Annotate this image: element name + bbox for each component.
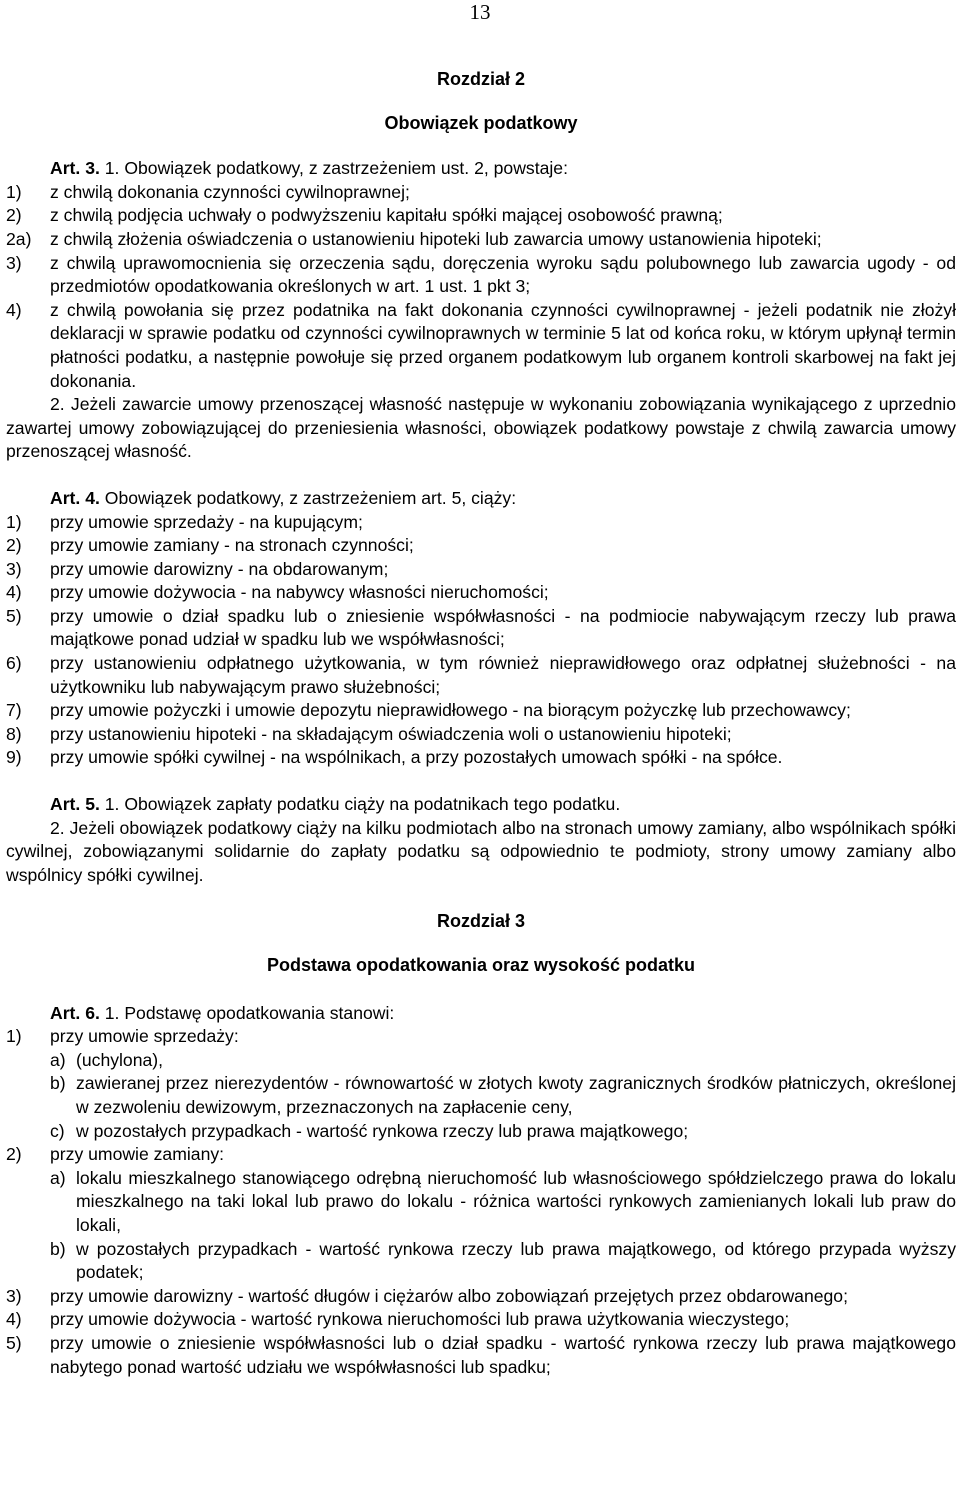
list-item <box>6 1025 956 1049</box>
item-text: przy umowie darowizny - wartość długów i ciężarów albo zobowiązań przejętych przez obdarowanego; <box>50 1285 848 1306</box>
item-text: przy umowie dożywocia - wartość rynkowa nieruchomości lub prawa użytkowania wieczystego; <box>50 1309 790 1330</box>
item-text: z chwilą powołania się przez podatnika na fakt dokonania czynności cywilnoprawnej - jeżeli podatnik nie złożył deklaracji w sprawie podatku od czynności cywilnoprawnych w terminie 5 lat od końca roku, w którym upłynął termin płatności podatku, a następnie powołuje się przed organem podatkowym lub organem kontroli skarbowej na fakt jej dokonania. <box>50 299 956 391</box>
art-3-intro <box>6 157 956 181</box>
art-4-label: Art. 4. <box>50 487 100 508</box>
sub-item <box>6 1120 956 1144</box>
sub-item-letter: a) <box>50 1167 66 1188</box>
sub-item <box>6 1167 956 1238</box>
sub-item <box>6 1238 956 1285</box>
item-number: 3) <box>6 1285 22 1306</box>
item-number: 2) <box>6 1144 22 1165</box>
item-number: 4) <box>6 299 22 320</box>
item-number: 2) <box>6 535 22 556</box>
art-3-label: Art. 3. <box>50 158 100 179</box>
art-5-paragraph-2: 2. Jeżeli obowiązek podatkowy ciąży na kilku podmiotach albo na stronach umowy zamiany, albo wspólnikach spółki cywilnej, zobowiązanymi solidarnie do zapłaty podatku są odpowiednio te podmioty, strony umowy zamiany albo wspólnicy spółki cywilnej. <box>6 817 956 885</box>
item-number: 5) <box>6 605 22 626</box>
item-text: przy umowie pożyczki i umowie depozytu nieprawidłowego - na biorącym pożyczkę lub przechowawcy; <box>50 700 851 721</box>
list-item <box>6 252 956 299</box>
art-5-paragraph-1 <box>6 793 956 817</box>
art-3-list <box>6 181 956 393</box>
item-number: 8) <box>6 723 22 744</box>
list-item <box>6 723 956 747</box>
sub-item-text: lokalu mieszkalnego stanowiącego odrębną nieruchomość lub własnościowego spółdzielczego prawa do lokalu mieszkalnego na taki lokal lub prawo do lokalu - różnica wartości rynkowych zamienianych lokali lub praw do lokali, <box>76 1167 956 1235</box>
list-item <box>6 1308 956 1332</box>
item-text: przy umowie sprzedaży - na kupującym; <box>50 511 363 532</box>
page-number: 13 <box>469 0 491 24</box>
spacer <box>6 887 956 910</box>
art-4-list <box>6 511 956 771</box>
list-item <box>6 1332 956 1379</box>
item-text: z chwilą złożenia oświadczenia o ustanowieniu hipoteki lub zawarcia umowy ustanowienia hipoteki; <box>50 228 822 249</box>
item-number: 6) <box>6 653 22 674</box>
document-body <box>6 64 956 1379</box>
list-item <box>6 1143 956 1167</box>
spacer <box>6 770 956 793</box>
art-4-intro <box>6 487 956 511</box>
item-number: 5) <box>6 1332 22 1353</box>
art-6-intro-text: 1. Podstawę opodatkowania stanowi: <box>104 1002 395 1023</box>
list-item <box>6 652 956 699</box>
sub-item-letter: b) <box>50 1073 66 1094</box>
item-text: przy umowie zamiany - na stronach czynności; <box>50 535 414 556</box>
art-5-label: Art. 5. <box>50 794 100 815</box>
item-text: przy umowie o zniesienie współwłasności lub o dział spadku - wartość rynkowa rzeczy lub prawa majątkowego nabytego ponad wartość udziału we współwłasności lub spadku; <box>50 1332 956 1377</box>
chapter-2-subtitle: Obowiązek podatkowy <box>384 112 578 133</box>
art-6-intro <box>6 1002 956 1026</box>
art-6-label: Art. 6. <box>50 1002 100 1023</box>
list-item <box>6 1285 956 1309</box>
list-item <box>6 228 956 252</box>
sub-item-text: w pozostałych przypadkach - wartość rynkowa rzeczy lub prawa majątkowego; <box>76 1120 689 1141</box>
item-text: z chwilą podjęcia uchwały o podwyższeniu kapitału spółki mającej osobowość prawną; <box>50 205 723 226</box>
art-5-p1-text: 1. Obowiązek zapłaty podatku ciąży na podatnikach tego podatku. <box>104 794 621 815</box>
item-text: przy ustanowieniu odpłatnego użytkowania, w tym również nieprawidłowego oraz odpłatnej służebności - na użytkowniku lub nabywającym prawo służebności; <box>50 653 956 697</box>
sub-item-text: zawieranej przez nierezydentów - równowartość w złotych kwoty zagranicznych środków płatniczych, określonej w zezwoleniu dewizowym, przeznaczonych na zapłacenie ceny, <box>76 1073 956 1117</box>
item-text: przy umowie darowizny - na obdarowanym; <box>50 558 389 579</box>
item-number: 4) <box>6 1309 22 1330</box>
list-item <box>6 746 956 770</box>
sub-item <box>6 1072 956 1119</box>
sub-item-text: w pozostałych przypadkach - wartość rynkowa rzeczy lub prawa majątkowego, od którego przypada wyższy podatek; <box>76 1238 956 1283</box>
item-number: 2) <box>6 205 22 226</box>
item-number: 1) <box>6 1026 22 1047</box>
list-item <box>6 558 956 582</box>
item-number: 1) <box>6 181 22 202</box>
list-item <box>6 699 956 723</box>
item-number: 3) <box>6 252 22 273</box>
list-item <box>6 534 956 558</box>
art-3-intro-text: 1. Obowiązek podatkowy, z zastrzeżeniem ust. 2, powstaje: <box>104 158 568 179</box>
sub-item-letter: b) <box>50 1238 66 1259</box>
list-item <box>6 204 956 228</box>
item-number: 7) <box>6 700 22 721</box>
art-6-list <box>6 1025 956 1379</box>
chapter-2-title: Rozdział 2 <box>436 69 525 89</box>
chapter-3-title: Rozdział 3 <box>436 911 525 932</box>
item-number: 3) <box>6 558 22 579</box>
sub-item <box>6 1049 956 1073</box>
chapter-3-subtitle: Podstawa opodatkowania oraz wysokość podatku <box>266 955 696 975</box>
spacer <box>6 464 956 487</box>
list-item <box>6 605 956 652</box>
sub-item-text: (uchylona), <box>76 1049 164 1070</box>
list-item <box>6 511 956 535</box>
item-text: przy umowie o dział spadku lub o zniesienie współwłasności - na podmiocie nabywającym rzeczy lub prawa majątkowe ponad udział w spadku lub we współwłasności; <box>50 605 956 650</box>
item-number: 9) <box>6 747 22 768</box>
sub-item-letter: a) <box>50 1049 66 1070</box>
item-text: przy umowie dożywocia - na nabywcy własności nieruchomości; <box>50 582 549 603</box>
item-number: 1) <box>6 511 22 532</box>
item-text: z chwilą dokonania czynności cywilnoprawnej; <box>50 181 410 202</box>
item-number: 4) <box>6 582 22 603</box>
item-text: przy umowie sprzedaży: <box>50 1026 239 1047</box>
list-item <box>6 581 956 605</box>
item-text: przy umowie spółki cywilnej - na wspólnikach, a przy pozostałych umowach spółki - na spółce. <box>50 747 783 768</box>
item-text: z chwilą uprawomocnienia się orzeczenia sądu, doręczenia wyroku sądu polubownego lub zawarcia ugody - od przedmiotów opodatkowania określonych w art. 1 ust. 1 pkt 3; <box>50 252 956 297</box>
sub-item-letter: c) <box>50 1120 65 1141</box>
art-3-paragraph-2: 2. Jeżeli zawarcie umowy przenoszącej własność następuje w wykonaniu zobowiązania wynikającego z uprzednio zawartej umowy zobowiązującej do przeniesienia własności, obowiązek podatkowy powstaje z chwilą zawarcia umowy przenoszącej własność. <box>6 394 956 462</box>
item-text: przy umowie zamiany: <box>50 1144 225 1165</box>
art-4-intro-text: Obowiązek podatkowy, z zastrzeżeniem art. 5, ciąży: <box>104 487 517 508</box>
list-item <box>6 181 956 205</box>
item-number: 2a) <box>6 228 32 249</box>
item-text: przy ustanowieniu hipoteki - na składającym oświadczenia woli o ustanowieniu hipoteki; <box>50 723 732 744</box>
list-item <box>6 299 956 393</box>
